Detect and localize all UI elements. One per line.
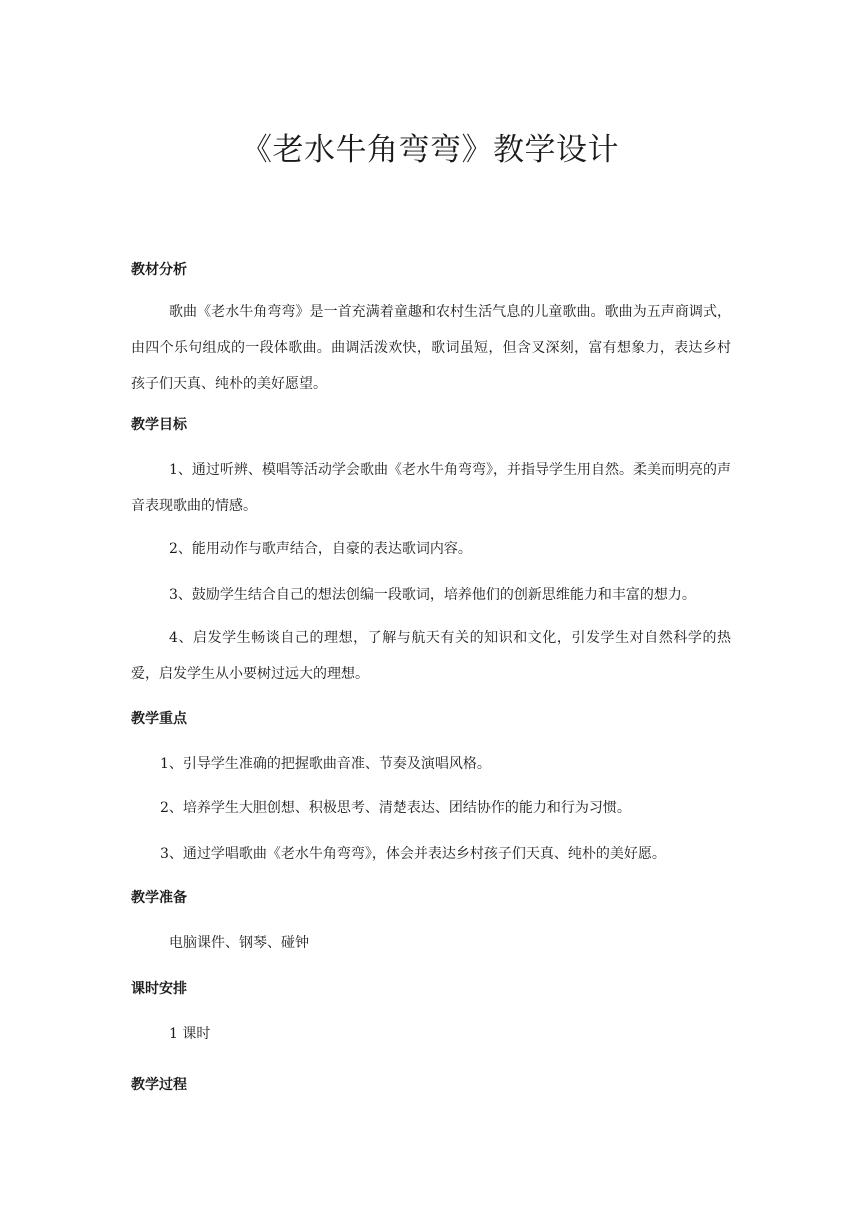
goal-item-4: 4、启发学生畅谈自己的理想，了解与航天有关的知识和文化，引发学生对自然科学的热爱，启发学生从小要树过远大的理想。 (131, 630, 731, 682)
key-point-2: 2、培养学生大胆创想、积极思考、清楚表达、团结协作的能力和行为习惯。 (160, 800, 631, 816)
goal-item-3: 3、鼓励学生结合自己的想法创编一段歌词，培养他们的创新思维能力和丰富的想力。 (169, 587, 696, 603)
heading-preparation: 教学准备 (131, 890, 187, 906)
heading-analysis: 教材分析 (131, 262, 187, 278)
schedule-text: 1 课时 (169, 1026, 211, 1042)
page-title: 《老水牛角弯弯》教学设计 (241, 132, 619, 168)
heading-goals: 教学目标 (131, 417, 187, 433)
heading-process: 教学过程 (131, 1077, 187, 1093)
analysis-paragraph: 歌曲《老水牛角弯弯》是一首充满着童趣和农村生活气息的儿童歌曲。歌曲为五声商调式，由四个乐句组成的一段体歌曲。曲调活泼欢快，歌词虽短，但含叉深刻，富有想象力，表达乡村孩子们天真、纯朴的美好愿望。 (131, 304, 731, 392)
goal-item-2: 2、能用动作与歌声结合，自豪的表达歌词内容。 (169, 541, 472, 557)
key-point-1: 1、引导学生准确的把握歌曲音准、节奏及演唱风格。 (160, 756, 491, 772)
preparation-text: 电脑课件、钢琴、碰钟 (169, 935, 309, 951)
key-point-3: 3、通过学唱歌曲《老水牛角弯弯》，体会并表达乡村孩子们天真、纯朴的美好愿。 (160, 846, 666, 862)
heading-key-points: 教学重点 (131, 711, 187, 727)
goal-item-1: 1、通过听辨、模唱等活动学会歌曲《老水牛角弯弯》，并指导学生用自然。柔美而明亮的声音表现歌曲的情感。 (131, 462, 731, 514)
heading-schedule: 课时安排 (131, 981, 187, 997)
